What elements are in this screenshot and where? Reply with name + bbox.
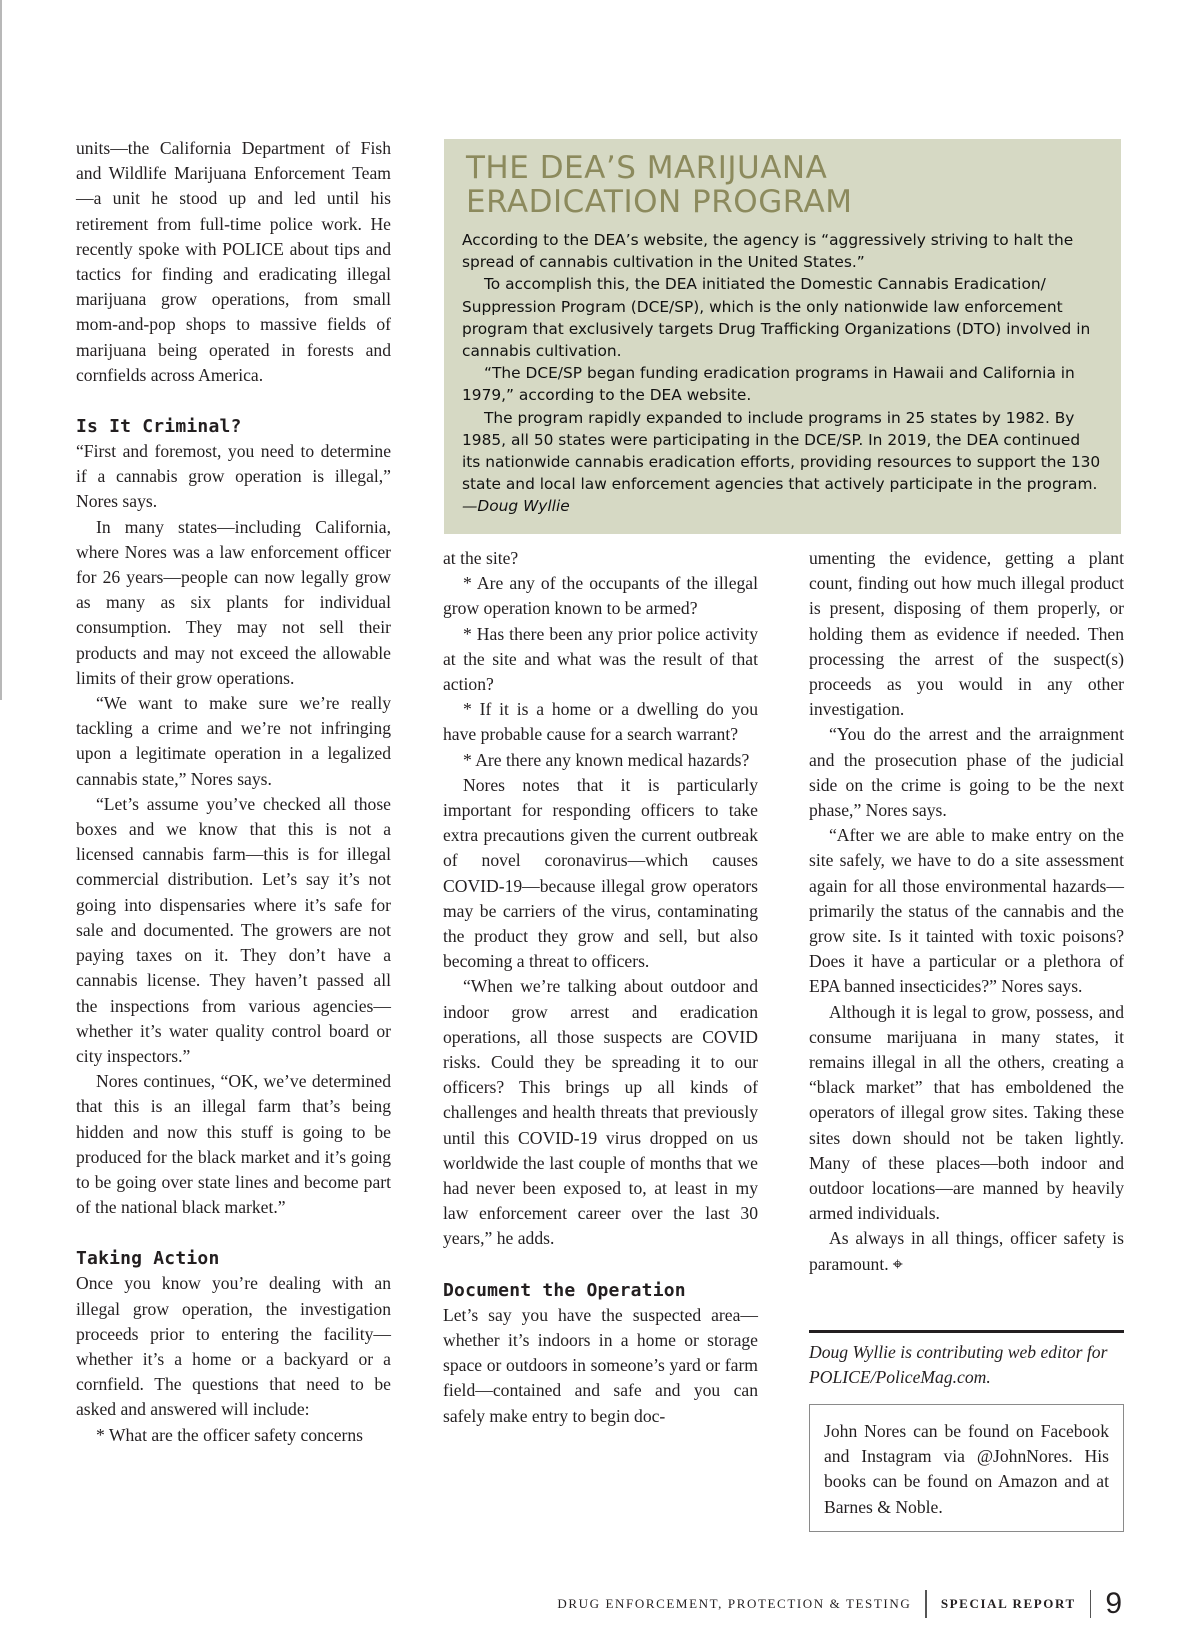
- body-paragraph: “You do the arrest and the arraignment and the prosecution phase of the judicial side on the crime is going to be the next phase,” Nores says.: [809, 724, 1124, 821]
- body-paragraph: Once you know you’re dealing with an illegal grow operation, the investigation proceeds prior to entering the facility—whether it’s a home or a backyard or a cornfield. The questions that need to be asked and answered will include:: [76, 1273, 391, 1420]
- body-paragraph: “Let’s assume you’ve checked all those boxes and we know that this is not a licensed cannabis farm—this is for illegal commercial distribution. Let’s say it’s not going into dispensaries where it’s safe for sale and documented. The growers are not paying taxes on it. They don’t have a cannabis license. They haven’t passed all the inspections from various agencies—whether it’s water quality control board or city inspectors.”: [76, 793, 391, 1066]
- sidebar-box: [444, 139, 1121, 534]
- sidebar-title-line1: THE DEA’S MARIJUANA: [466, 150, 828, 186]
- body-paragraph: “When we’re talking about outdoor and indoor grow arrest and eradication operations, all those suspects are COVID risks. Could they be spreading it to our officers? This brings up all kinds of challenges and health threats that previously until this COVID-19 virus dropped on us worldwide the last couple of months that we had never been exposed to, at least in my law enforcement career over the last 30 years,” he adds.: [443, 976, 758, 1249]
- footer-report: SPECIAL REPORT: [940, 1596, 1076, 1611]
- sidebar-paragraph: [462, 407, 1103, 518]
- body-paragraph: * Are any of the occupants of the illegal grow operation known to be armed?: [443, 573, 758, 619]
- body-paragraph: “After we are able to make entry on the site safely, we have to do a site assessment again for all those environmental hazards—primarily the status of the cannabis and the grow site. Is it tainted with toxic poisons? Does it have a particular or a plethora of EPA banned insecticides?” Nores says.: [809, 825, 1124, 997]
- sidebar-paragraph: According to the DEA’s website, the agency is “aggressively striving to halt the spread of cannabis cultivation in the United States.”: [462, 231, 1074, 272]
- sidebar-byline: —Doug Wyllie: [462, 497, 570, 516]
- subhead-taking-action: Taking Action: [76, 1248, 220, 1270]
- sidebar-title-line2: ERADICATION PROGRAM: [466, 184, 853, 220]
- footer-section: DRUG ENFORCEMENT, PROTECTION & TESTING: [557, 1596, 912, 1611]
- page-footer: [557, 1587, 1122, 1621]
- body-paragraph: * What are the officer safety concerns: [96, 1424, 364, 1445]
- body-paragraph: * Are there any known medical hazards?: [463, 749, 750, 770]
- closing-text: As always in all things, officer safety is paramount.: [809, 1228, 1124, 1274]
- nores-info-box: John Nores can be found on Facebook and Instagram via @JohnNores. His books can be found on Amazon and at Barnes & Noble.: [809, 1404, 1124, 1532]
- page-edge-rule: [0, 0, 2, 700]
- body-paragraph: Let’s say you have the suspected area—whether it’s indoors in a home or storage space or outdoors in someone’s yard or farm field—contained and safe and you can safely make entry to begin doc-: [443, 1304, 758, 1426]
- body-paragraph: In many states—including California, where Nores was a law enforcement officer for 26 years—people can now legally grow as many as six plants for individual consumption. They may not sell their products and may not exceed the allowable limits of their grow operations.: [76, 516, 391, 688]
- body-paragraph: units—the California Department of Fish and Wildlife Marijuana Enforcement Team—a unit he stood up and led until his retirement from full-time police work. He recently spoke with POLICE about tips and tactics for finding and eradicating illegal marijuana grow operations, from small mom-and-pop shops to massive fields of marijuana being operated in forests and cornfields across America.: [76, 138, 391, 385]
- sidebar-paragraph: “The DCE/SP began funding eradication programs in Hawaii and California in 1979,” according to the DEA website.: [462, 364, 1075, 405]
- bio-divider: [809, 1330, 1124, 1333]
- sidebar-paragraph: To accomplish this, the DEA initiated the Domestic Cannabis Eradication/ Suppression Program (DCE/SP), which is the only nationwide law enforcement program that exclusively targets Drug Trafficking Organizations (DTO) involved in cannabis cultivation.: [462, 275, 1091, 361]
- subhead-is-it-criminal: Is It Criminal?: [76, 416, 242, 438]
- body-paragraph: Although it is legal to grow, possess, and consume marijuana in many states, it remains illegal in all the others, creating a “black market” that has emboldened the operators of illegal grow sites. Taking these sites down should not be taken lightly. Many of these places—both indoor and outdoor locations—are manned by heavily armed individuals.: [809, 1001, 1124, 1224]
- body-paragraph: Nores continues, “OK, we’ve determined that this is an illegal farm that’s being hidden and now this stuff is going to be produced for the black market and it’s going to be going over state lines and become part of the national black market.”: [76, 1071, 391, 1218]
- body-paragraph: * Has there been any prior police activity at the site and what was the result of that action?: [443, 623, 758, 695]
- body-paragraph: [809, 1226, 1124, 1276]
- sidebar-title: [466, 151, 1103, 219]
- crosshair-icon: ⌖: [892, 1253, 903, 1275]
- body-paragraph: at the site?: [443, 548, 519, 568]
- page-number: 9: [1105, 1587, 1122, 1620]
- column-3: [809, 546, 1124, 1277]
- author-bio: Doug Wyllie is contributing web editor for POLICE/PoliceMag.com.: [809, 1342, 1108, 1388]
- footer-divider: [1090, 1590, 1092, 1618]
- body-paragraph: “First and foremost, you need to determine if a cannabis grow operation is illegal,” Nores says.: [76, 441, 391, 512]
- body-paragraph: * If it is a home or a dwelling do you have probable cause for a search warrant?: [443, 699, 758, 745]
- sidebar-paragraph-text: The program rapidly expanded to include programs in 25 states by 1982. By 1985, all 50 states were participating in the DCE/SP. In 2019, the DEA continued its nationwide cannabis eradication efforts, providing resources to support the 130 state and local law enforcement agencies that actively participate in the program.: [462, 408, 1101, 494]
- body-paragraph: “We want to make sure we’re really tackling a crime and we’re not infringing upon a legitimate operation in a legalized cannabis state,” Nores says.: [76, 693, 391, 789]
- subhead-document-the-operation: Document the Operation: [443, 1279, 686, 1301]
- footer-divider: [925, 1590, 927, 1618]
- column-2: [443, 546, 758, 1429]
- body-paragraph: umenting the evidence, getting a plant count, finding out how much illegal product is present, disposing of them properly, or holding them as evidence if needed. Then processing the arrest of the suspect(s) proceeds as you would in any other investigation.: [809, 548, 1124, 720]
- column-1: [76, 136, 391, 1448]
- body-paragraph: Nores notes that it is particularly important for responding officers to take extra precautions given the current outbreak of novel coronavirus—which causes COVID-19—because illegal grow operators may be carriers of the virus, contaminating the product they grow and sell, but also becoming a threat to officers.: [443, 774, 758, 972]
